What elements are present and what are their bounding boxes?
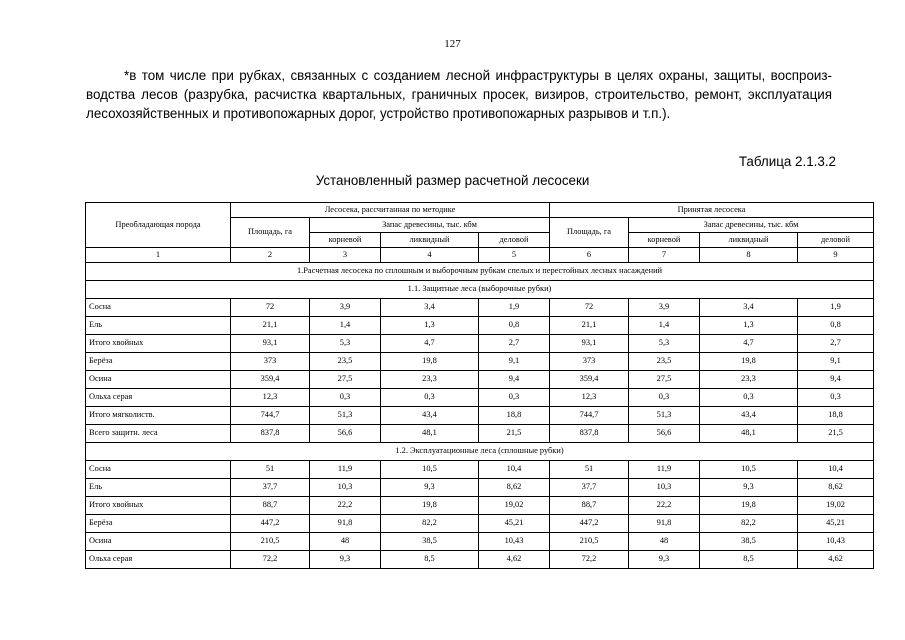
col-number-9: 9 [798,248,874,263]
table-row [86,335,874,353]
species-cell: Осина [86,533,231,551]
value-cell: 45,21 [798,515,874,533]
value-cell: 21,5 [798,425,874,443]
accepted-area-header: Площадь, га [550,218,629,248]
value-cell: 82,2 [381,515,479,533]
value-cell: 10,5 [700,461,798,479]
value-cell: 48,1 [700,425,798,443]
value-cell: 837,8 [231,425,310,443]
value-cell: 3,4 [700,299,798,317]
value-cell: 19,8 [700,497,798,515]
value-cell: 19,8 [700,353,798,371]
species-cell: Ольха серая [86,389,231,407]
species-cell: Ель [86,317,231,335]
value-cell: 37,7 [550,479,629,497]
value-cell: 23,3 [700,371,798,389]
calc-group-header: Лесосека, рассчитанная по методике [231,203,550,218]
table-row [86,497,874,515]
value-cell: 373 [231,353,310,371]
value-cell: 72,2 [550,551,629,569]
value-cell: 10,43 [479,533,550,551]
value-cell: 8,5 [700,551,798,569]
value-cell: 9,3 [310,551,381,569]
value-cell: 91,8 [629,515,700,533]
value-cell: 4,7 [700,335,798,353]
value-cell: 9,3 [700,479,798,497]
value-cell: 837,8 [550,425,629,443]
table-row [86,515,874,533]
species-cell: Берёза [86,515,231,533]
value-cell: 1,9 [798,299,874,317]
value-cell: 23,5 [310,353,381,371]
table-row [86,425,874,443]
value-cell: 0,3 [798,389,874,407]
value-cell: 8,62 [479,479,550,497]
value-cell: 21,5 [479,425,550,443]
species-cell: Осина [86,371,231,389]
value-cell: 9,1 [479,353,550,371]
value-cell: 18,8 [798,407,874,425]
value-cell: 43,4 [381,407,479,425]
species-cell: Берёза [86,353,231,371]
value-cell: 9,4 [798,371,874,389]
species-cell: Сосна [86,461,231,479]
value-cell: 22,2 [629,497,700,515]
value-cell: 359,4 [550,371,629,389]
value-cell: 56,6 [629,425,700,443]
value-cell: 10,5 [381,461,479,479]
value-cell: 11,9 [310,461,381,479]
value-cell: 0,3 [479,389,550,407]
value-cell: 10,4 [798,461,874,479]
section-title-1-2: 1.2. Эксплуатационные леса (сплошные рубки) [86,443,874,461]
calc-stock-header: Запас древесины, тыс. кбм [310,218,550,233]
value-cell: 0,3 [700,389,798,407]
species-cell: Всего защитн. леса [86,425,231,443]
table-row [86,389,874,407]
value-cell: 93,1 [231,335,310,353]
col-number-7: 7 [629,248,700,263]
table-row [86,299,874,317]
value-cell: 10,43 [798,533,874,551]
value-cell: 56,6 [310,425,381,443]
col-number-4: 4 [381,248,479,263]
value-cell: 12,3 [550,389,629,407]
value-cell: 0,3 [310,389,381,407]
table-row [86,317,874,335]
value-cell: 38,5 [700,533,798,551]
value-cell: 27,5 [310,371,381,389]
value-cell: 447,2 [550,515,629,533]
value-cell: 3,9 [629,299,700,317]
value-cell: 3,4 [381,299,479,317]
calc-root-header: корневой [310,233,381,248]
value-cell: 19,8 [381,497,479,515]
page-number: 127 [444,38,461,50]
table-title: Установленный размер расчетной лесосеки [315,173,590,188]
value-cell: 23,3 [381,371,479,389]
col-number-5: 5 [479,248,550,263]
value-cell: 359,4 [231,371,310,389]
value-cell: 5,3 [629,335,700,353]
value-cell: 72 [550,299,629,317]
value-cell: 91,8 [310,515,381,533]
calc-area-header: Площадь, га [231,218,310,248]
species-cell: Сосна [86,299,231,317]
value-cell: 4,62 [798,551,874,569]
value-cell: 88,7 [231,497,310,515]
accepted-liquid-header: ликвидный [700,233,798,248]
value-cell: 1,3 [700,317,798,335]
accepted-root-header: корневой [629,233,700,248]
value-cell: 1,4 [629,317,700,335]
value-cell: 10,3 [629,479,700,497]
value-cell: 21,1 [231,317,310,335]
value-cell: 72,2 [231,551,310,569]
value-cell: 72 [231,299,310,317]
table-row [86,407,874,425]
value-cell: 48,1 [381,425,479,443]
value-cell: 8,5 [381,551,479,569]
table-row [86,533,874,551]
value-cell: 38,5 [381,533,479,551]
accepted-group-header: Принятая лесосека [550,203,874,218]
value-cell: 447,2 [231,515,310,533]
value-cell: 19,02 [798,497,874,515]
value-cell: 48 [310,533,381,551]
species-cell: Итого хвойных [86,335,231,353]
value-cell: 21,1 [550,317,629,335]
table-row [86,371,874,389]
table-row [86,353,874,371]
value-cell: 0,3 [381,389,479,407]
table-row [86,461,874,479]
value-cell: 48 [629,533,700,551]
species-header: Преобладающая порода [86,203,231,248]
footnote-paragraph: *в том числе при рубках, связанных с созданием лесной инфраструктуры в целях охраны, защиты, воспроиз-водства лесов (разрубка, расчистка квартальных, граничных просек, визиров, строительство, ремонт, эксплуатация лесохозяйственных и противопожарных дорог, устройство противопожарных разрывов и т.п.). [86,68,832,121]
calc-business-header: деловой [479,233,550,248]
value-cell: 43,4 [700,407,798,425]
value-cell: 18,8 [479,407,550,425]
value-cell: 9,1 [798,353,874,371]
accepted-business-header: деловой [798,233,874,248]
value-cell: 51,3 [629,407,700,425]
col-number-3: 3 [310,248,381,263]
table-number: Таблица 2.1.3.2 [738,154,836,169]
table-row [86,551,874,569]
value-cell: 10,4 [479,461,550,479]
value-cell: 51 [550,461,629,479]
value-cell: 8,62 [798,479,874,497]
value-cell: 22,2 [310,497,381,515]
value-cell: 0,3 [629,389,700,407]
value-cell: 1,3 [381,317,479,335]
section-title-1: 1.Расчетная лесосека по сплошным и выборочным рубкам спелых и перестойных лесных насаждений [86,263,874,281]
value-cell: 5,3 [310,335,381,353]
value-cell: 9,4 [479,371,550,389]
value-cell: 82,2 [700,515,798,533]
value-cell: 51 [231,461,310,479]
value-cell: 0,8 [479,317,550,335]
calc-liquid-header: ликвидный [381,233,479,248]
table-row [86,479,874,497]
value-cell: 51,3 [310,407,381,425]
species-cell: Ель [86,479,231,497]
value-cell: 210,5 [550,533,629,551]
value-cell: 744,7 [231,407,310,425]
accepted-stock-header: Запас древесины, тыс. кбм [629,218,874,233]
value-cell: 88,7 [550,497,629,515]
value-cell: 0,8 [798,317,874,335]
value-cell: 45,21 [479,515,550,533]
section-title-1-1: 1.1. Защитные леса (выборочные рубки) [86,281,874,299]
col-number-6: 6 [550,248,629,263]
value-cell: 1,9 [479,299,550,317]
species-cell: Итого хвойных [86,497,231,515]
value-cell: 12,3 [231,389,310,407]
logging-quota-table [85,202,874,569]
value-cell: 37,7 [231,479,310,497]
value-cell: 2,7 [479,335,550,353]
value-cell: 4,62 [479,551,550,569]
value-cell: 11,9 [629,461,700,479]
species-cell: Итого мягколиств. [86,407,231,425]
value-cell: 19,8 [381,353,479,371]
value-cell: 373 [550,353,629,371]
value-cell: 23,5 [629,353,700,371]
value-cell: 3,9 [310,299,381,317]
value-cell: 93,1 [550,335,629,353]
value-cell: 210,5 [231,533,310,551]
value-cell: 27,5 [629,371,700,389]
value-cell: 1,4 [310,317,381,335]
col-number-8: 8 [700,248,798,263]
value-cell: 744,7 [550,407,629,425]
species-cell: Ольха серая [86,551,231,569]
value-cell: 10,3 [310,479,381,497]
value-cell: 2,7 [798,335,874,353]
value-cell: 9,3 [629,551,700,569]
col-number-1: 1 [86,248,231,263]
col-number-2: 2 [231,248,310,263]
value-cell: 9,3 [381,479,479,497]
value-cell: 19,02 [479,497,550,515]
value-cell: 4,7 [381,335,479,353]
